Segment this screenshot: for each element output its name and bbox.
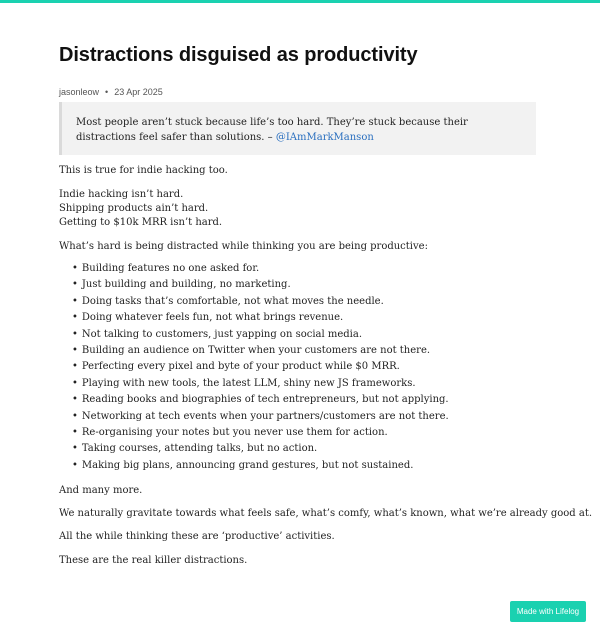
paragraph-2 [59, 188, 222, 230]
paragraph-4: And many more. [59, 485, 143, 496]
quote-author-link[interactable]: @IAmMarkManson [275, 132, 374, 143]
list-item: • Not talking to customers, just yapping on social media. [72, 328, 449, 344]
post-date: 23 Apr 2025 [114, 87, 163, 97]
meta-separator: • [105, 87, 109, 97]
distraction-list [72, 262, 449, 475]
paragraph-5: We naturally gravitate towards what feels safe, what’s comfy, what’s known, what we’re already good at. [59, 508, 593, 519]
paragraph-6: All the while thinking these are ‘productive’ activities. [59, 531, 335, 542]
list-item: • Playing with new tools, the latest LLM, shiny new JS frameworks. [72, 377, 449, 393]
paragraph-2-line-3: Getting to $10k MRR isn’t hard. [59, 217, 223, 228]
paragraph-2-line-2: Shipping products ain’t hard. [59, 203, 209, 214]
list-item: • Perfecting every pixel and byte of your product while $0 MRR. [72, 360, 449, 376]
blockquote [59, 102, 536, 155]
paragraph-1: This is true for indie hacking too. [59, 165, 228, 176]
post-meta [59, 87, 163, 97]
quote-text: Most people aren’t stuck because life’s too hard. They’re stuck because their distractions feel safer than solutions. – [76, 117, 468, 143]
made-with-lifelog-button[interactable]: Made with Lifelog [510, 601, 586, 622]
paragraph-7: These are the real killer distractions. [59, 555, 248, 566]
paragraph-3: What’s hard is being distracted while thinking you are being productive: [59, 241, 428, 252]
list-item: • Building an audience on Twitter when your customers are not there. [72, 344, 449, 360]
list-item: • Reading books and biographies of tech entrepreneurs, but not applying. [72, 393, 449, 409]
list-item: • Taking courses, attending talks, but no action. [72, 442, 449, 458]
author-link[interactable]: jasonleow [59, 87, 100, 97]
list-item: • Re-organising your notes but you never use them for action. [72, 426, 449, 442]
list-item: • Just building and building, no marketing. [72, 278, 449, 294]
paragraph-2-line-1: Indie hacking isn’t hard. [59, 189, 184, 200]
list-item: • Making big plans, announcing grand gestures, but not sustained. [72, 459, 449, 475]
list-item: • Building features no one asked for. [72, 262, 449, 278]
list-item: • Doing whatever feels fun, not what brings revenue. [72, 311, 449, 327]
list-item: • Doing tasks that’s comfortable, not what moves the needle. [72, 295, 449, 311]
list-item: • Networking at tech events when your partners/customers are not there. [72, 410, 449, 426]
top-accent-bar [0, 0, 600, 3]
post-title: Distractions disguised as productivity [59, 44, 418, 66]
